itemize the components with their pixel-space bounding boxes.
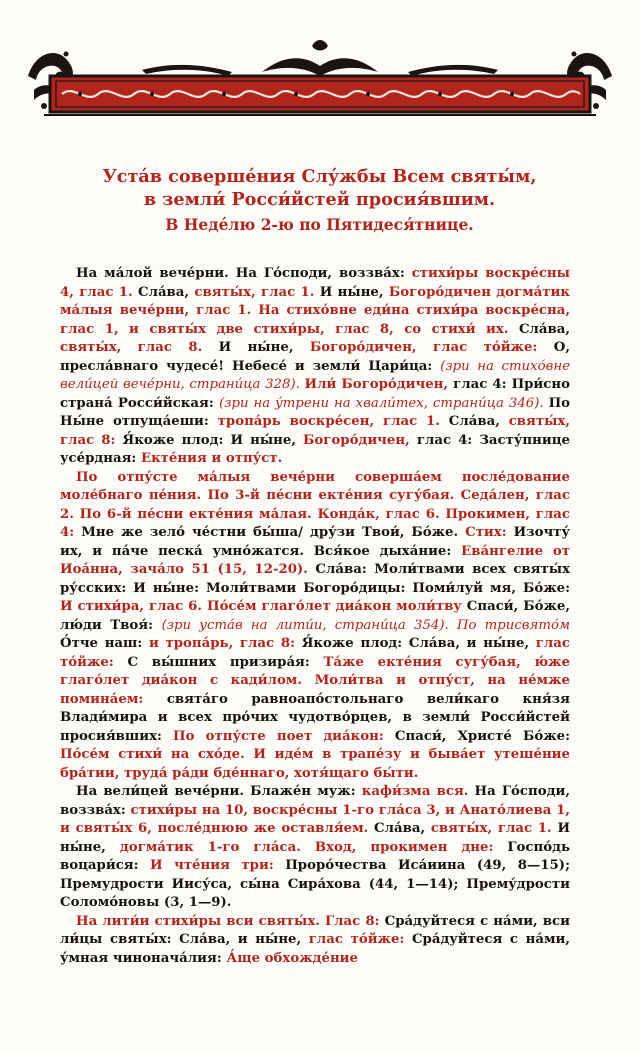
text-run: О́тче наш: xyxy=(60,636,149,651)
text-run: глас 4: Засту́пнице усе́рдная: xyxy=(60,432,570,466)
text-run: стихи́ры на 10, воскре́сны 1-го гла́са 3, и Анато́лиева 1, и святы́х 6, после́днюю же оставля́ем. xyxy=(60,802,570,836)
text-run: святы́х, глас 8. xyxy=(60,340,219,355)
paragraph-moleben xyxy=(60,469,570,784)
text-run: святы́х, глас 1. xyxy=(194,284,320,300)
text-run: тропа́рь воскре́сен, глас 1. xyxy=(217,414,449,429)
text-run: На Го́споди, воззва́х: xyxy=(60,784,570,818)
text-run: Та́же екте́ния сугу́бая, ю́же глаго́лет диа́кон с кади́лом. Моли́тва и отпу́ст, на не́мже помина́ем: xyxy=(60,654,570,707)
paragraph-great-vespers xyxy=(60,783,570,913)
text-run: По́се́м стихи́ на схо́де. И иде́м в трапе́зу и быва́ет утеше́ние бра́тии, труда́ ра́ди бде́ннаго, хотя́щаго бы́ти. xyxy=(60,747,570,781)
text-run: Богоро́дичен догма́тик ма́лыя вече́рни, глас 1. На стихо́вне еди́на стихи́ра воскре́сна, глас 1, и святы́х две стихи́ры, глас 8, со стихи́ их. xyxy=(60,284,570,337)
rubric-text xyxy=(60,265,570,968)
text-run: святы́х, глас 8: xyxy=(60,414,570,448)
page-title: Уста́в соверше́ния Слу́жбы Всем святы́м, xyxy=(102,166,537,187)
text-run: Ева́нгелие от Иоа́нна, зача́ло 51 (15, 12-20). xyxy=(60,543,571,577)
text-run: Екте́ния и отпу́ст. xyxy=(140,451,283,466)
text-run: Или́ Богоро́дичен, xyxy=(304,377,454,392)
text-run: И чте́ния три: xyxy=(150,858,286,873)
text-run: и тропа́рь, глас 8: xyxy=(148,636,302,651)
text-run: На ма́лой вече́рни. На Го́споди, воззва́х: xyxy=(76,266,412,281)
text-run: (зри уста́в на лити́и, страни́ца 354). По трисвято́м xyxy=(161,617,570,633)
text-run: Изочту́ их, и па́че песка́ умно́жатся. Вся́кое дыха́ние: xyxy=(60,525,570,559)
text-run: Спаси́, Бо́же, лю́ди Твоя́: xyxy=(60,599,570,633)
text-run: Сла́ва, xyxy=(137,284,195,300)
text-run: На лити́и стихи́ры вси святы́х. Глас 8: xyxy=(76,913,385,929)
text-run: кафи́зма вся. xyxy=(361,784,475,799)
text-run: (зри на у́трени на хвали́тех, страни́ца 346). xyxy=(219,395,549,411)
text-run: Богоро́дичен, глас то́йже: xyxy=(309,340,554,355)
text-run: Сла́ва: Моли́твами всех святы́х ру́сских: xyxy=(60,562,570,596)
text-run: глас то́йже: xyxy=(308,932,412,947)
text-run: По отпу́сте ма́лыя вече́рни соверша́ем после́дование моле́бнаго пе́ния. По 3-й пе́сни екте́ния сугу́бая. Седа́лен, глас 2. По 6-й пе́сни екте́ния ма́лая. Конда́к, глас 6. Прокимен, глас 4: xyxy=(60,469,570,540)
text-run: Сла́ва, xyxy=(518,321,570,337)
text-run: глас 4: При́сно страна́ Росси́йская: xyxy=(60,377,570,411)
page-title-line2: в земли́ Росси́йстей просия́вшим. xyxy=(143,189,496,210)
text-run: И ны́не: Моли́твами Богоро́дицы: Поми́луй мя, Бо́же: xyxy=(133,580,570,596)
text-run: стихи́ры воскре́сны 4, глас 1. xyxy=(60,266,570,300)
text-run: И ны́не, xyxy=(218,340,310,355)
paragraph-small-vespers xyxy=(60,265,570,469)
text-run: свята́го равноапо́стольнаго вели́каго кня́зя Влади́мира и всех про́чих чудотво́рцев, в земли́ Росси́йстей просия́вших: xyxy=(60,691,570,744)
text-run: А́ще обхожде́ние xyxy=(226,950,359,966)
paragraph-litiya xyxy=(60,913,570,969)
text-run: (зри на стихо́вне вели́цей вече́рни, страни́ца 328). xyxy=(60,358,570,392)
text-run: И ны́не, xyxy=(60,821,571,855)
text-run: И ны́не, xyxy=(230,432,304,448)
text-run: Госпо́дь воцари́ся: xyxy=(60,839,571,873)
text-run: Сла́ва, xyxy=(448,414,509,429)
text-run: И стихи́ра, глас 6. По́се́м глаго́лет диа́кон моли́тву xyxy=(60,599,467,614)
text-run: Стих: xyxy=(465,525,514,540)
page-subtitle: В Неде́лю 2-ю по Пятидеся́тнице. xyxy=(165,215,474,234)
text-run: По Ны́не отпуща́еши: xyxy=(60,395,571,429)
text-run: Богоро́дичен, xyxy=(303,432,417,448)
text-run: Мне же зело́ че́стни бы́ша/ дру́зи Твои́, Бо́же. xyxy=(81,525,466,540)
text-run: догма́тик 1-го гла́са. Вход, прокимен дне: xyxy=(119,839,508,855)
text-run: святы́х, глас 1. xyxy=(430,821,558,836)
text-run: Сла́ва, xyxy=(374,821,431,836)
text-run: Сра́дуйтеся с на́ми, вси ли́цы святы́х: Сла́ва, и ны́не, xyxy=(60,913,570,947)
text-run: Проро́чества Иса́иина (49, 8—15); Премудрости Иису́са, сы́на Сира́хова (44, 1—14); Прему́дрости Соломо́новы (3, 1—9). xyxy=(60,858,571,910)
text-run: глас то́йже: xyxy=(60,636,571,670)
text-run: На вели́цей вече́рни. Блаже́н муж: xyxy=(76,784,362,799)
text-run: Сра́дуйтеся с на́ми, у́мная чинонача́лия: xyxy=(60,932,570,966)
text-run: И ны́не, xyxy=(319,284,389,300)
floral-headpiece-icon xyxy=(22,36,618,122)
text-run: По отпу́сте поет диа́кон: xyxy=(173,728,395,744)
text-run: С вы́шних призира́я: xyxy=(127,654,324,670)
text-run: Я́коже плод: Сла́ва, и ны́не, xyxy=(301,636,536,651)
text-run: О, пресла́внаго чудесе́! Небесе́ и земли́ Цари́ца: xyxy=(60,340,570,374)
text-run: Я́коже плод: xyxy=(122,432,231,448)
text-run: Спаси́, Христе́ Бо́же: xyxy=(394,728,571,744)
